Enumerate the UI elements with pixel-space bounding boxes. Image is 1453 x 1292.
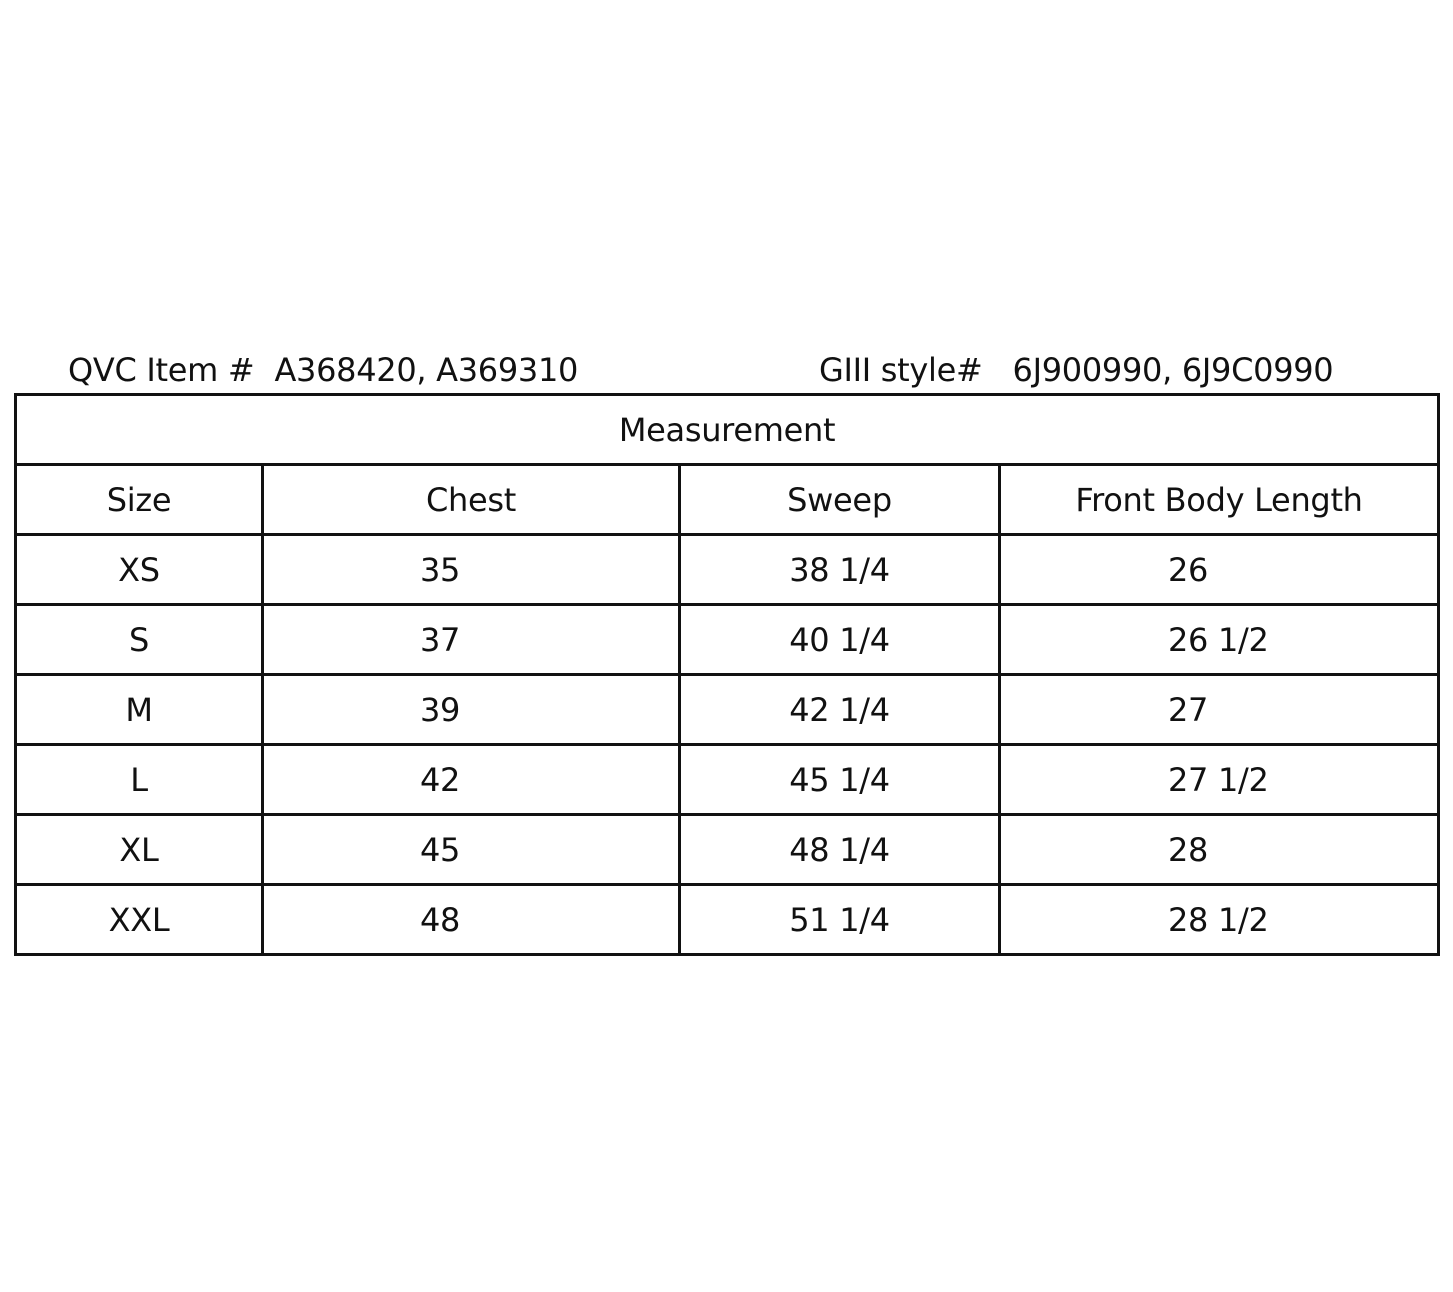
style-number-value: 6J900990, 6J9C0990 (1012, 351, 1334, 389)
table-row (16, 605, 1439, 675)
cell-sweep: 48 1/4 (680, 815, 1000, 885)
cell-size: M (16, 675, 263, 745)
cell-front-body-length: 27 (1000, 675, 1439, 745)
cell-front-body-length: 26 (1000, 535, 1439, 605)
cell-chest: 45 (263, 815, 680, 885)
column-header-size: Size (16, 465, 263, 535)
measurement-table (14, 393, 1440, 956)
table-row (16, 815, 1439, 885)
cell-chest: 37 (263, 605, 680, 675)
table-row (16, 535, 1439, 605)
cell-sweep: 51 1/4 (680, 885, 1000, 955)
table-row (16, 745, 1439, 815)
cell-front-body-length: 28 (1000, 815, 1439, 885)
cell-sweep: 38 1/4 (680, 535, 1000, 605)
column-header-front-body-length: Front Body Length (1000, 465, 1439, 535)
cell-sweep: 40 1/4 (680, 605, 1000, 675)
cell-size: XL (16, 815, 263, 885)
cell-front-body-length: 26 1/2 (1000, 605, 1439, 675)
cell-front-body-length: 27 1/2 (1000, 745, 1439, 815)
qvc-item-header (68, 348, 578, 392)
cell-size: XS (16, 535, 263, 605)
cell-size: XXL (16, 885, 263, 955)
cell-chest: 39 (263, 675, 680, 745)
cell-front-body-length: 28 1/2 (1000, 885, 1439, 955)
table-header-row (16, 465, 1439, 535)
cell-sweep: 42 1/4 (680, 675, 1000, 745)
cell-chest: 48 (263, 885, 680, 955)
column-header-chest: Chest (263, 465, 680, 535)
qvc-item-value: A368420, A369310 (274, 351, 579, 389)
cell-chest: 35 (263, 535, 680, 605)
table-title-row (16, 395, 1439, 465)
table-row (16, 885, 1439, 955)
table-title: Measurement (16, 395, 1439, 465)
cell-size: S (16, 605, 263, 675)
column-header-sweep: Sweep (680, 465, 1000, 535)
cell-size: L (16, 745, 263, 815)
qvc-item-label: QVC Item # (68, 351, 255, 389)
table-row (16, 675, 1439, 745)
cell-sweep: 45 1/4 (680, 745, 1000, 815)
style-number-header (819, 348, 1333, 392)
cell-chest: 42 (263, 745, 680, 815)
style-number-label: GIII style# (819, 351, 983, 389)
